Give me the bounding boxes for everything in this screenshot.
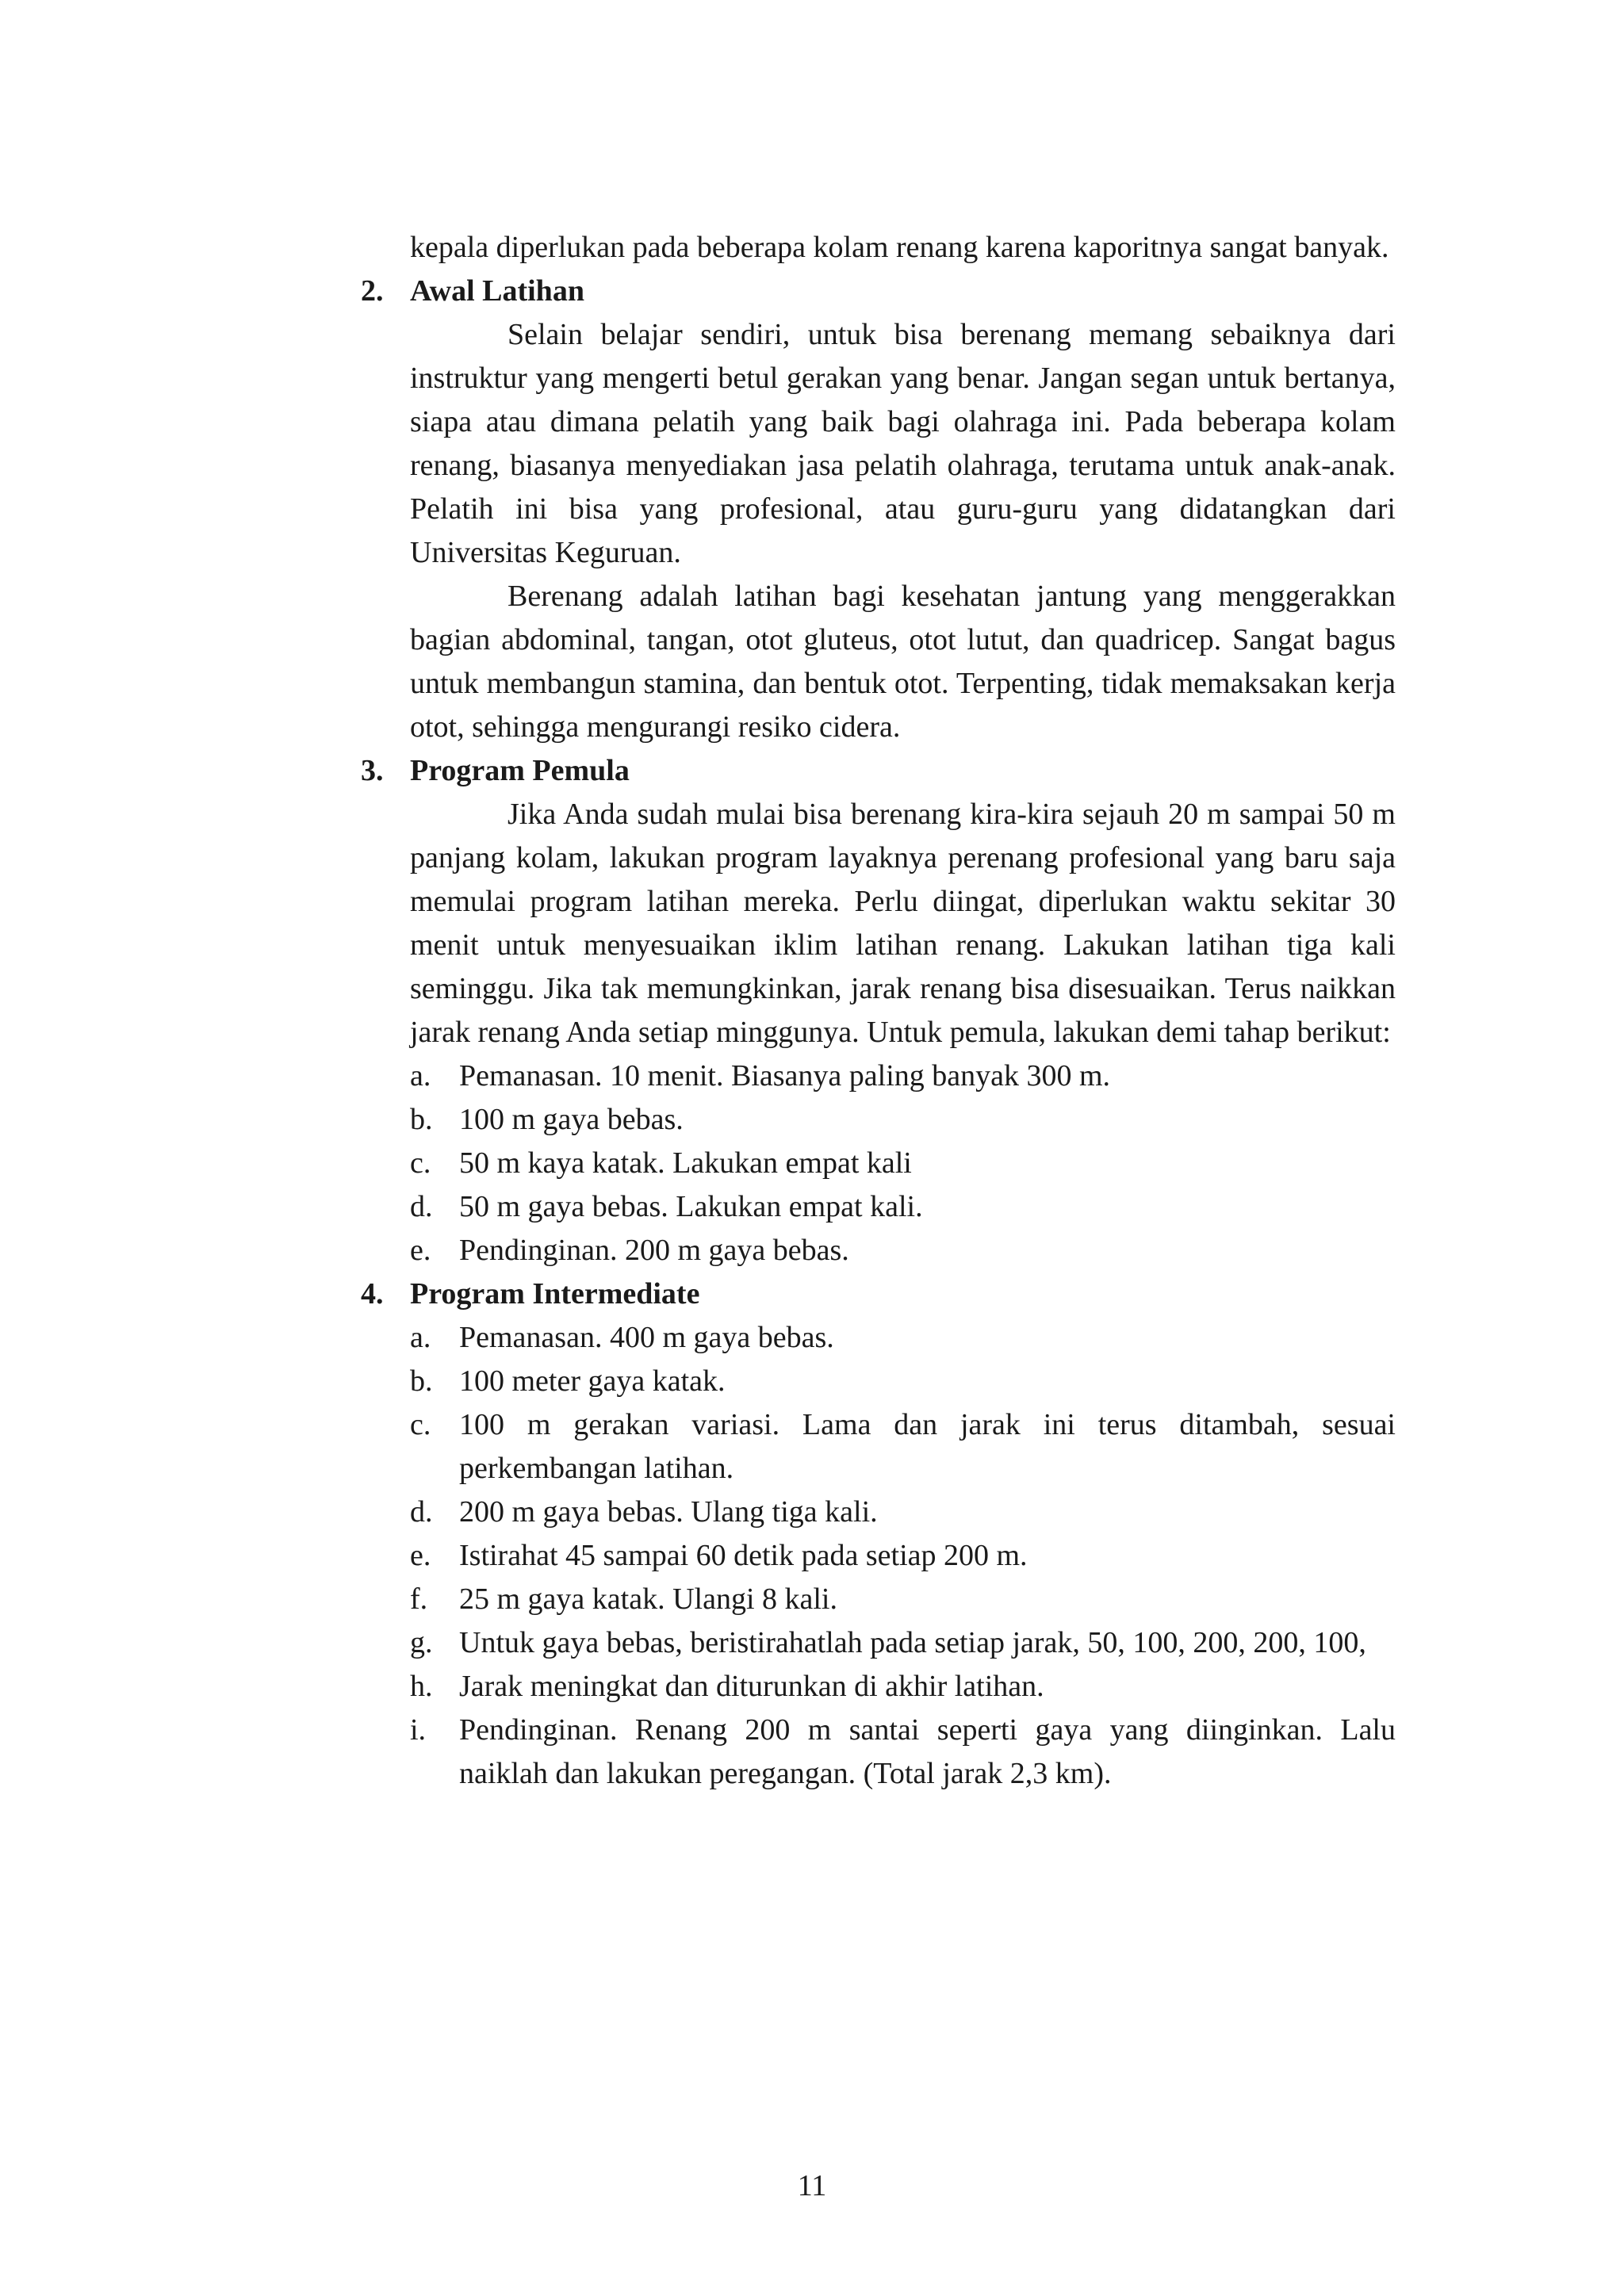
section-title: Program Pemula (410, 754, 630, 787)
list-item-letter: c. (410, 1146, 431, 1180)
list-item-text: Untuk gaya bebas, beristirahatlah pada setiap jarak, 50, 100, 200, 200, 100, (459, 1626, 1366, 1659)
section-title: Awal Latihan (410, 274, 584, 308)
list-item (410, 1709, 1396, 1796)
section-heading (361, 1272, 1396, 1316)
list-item (410, 1185, 1396, 1229)
paragraph: Berenang adalah latihan bagi kesehatan jantung yang menggerakkan bagian abdominal, tangan, otot gluteus, otot lutut, dan quadricep. Sangat bagus untuk membangun stamina, dan bentuk otot. Terpenting, tidak memaksakan kerja otot, sehingga mengurangi resiko cidera. (410, 580, 1396, 744)
list-item-letter: d. (410, 1495, 433, 1529)
page-number: 11 (797, 2169, 827, 2202)
section-awal-latihan (361, 270, 1396, 749)
list-item (410, 1054, 1396, 1098)
list-item-text: 25 m gaya katak. Ulangi 8 kali. (459, 1582, 837, 1616)
section-program-intermediate (361, 1272, 1396, 1796)
list-item-letter: b. (410, 1103, 433, 1136)
list-item-text: Jarak meningkat dan diturunkan di akhir latihan. (459, 1670, 1044, 1703)
list-item-text: Pendinginan. 200 m gaya bebas. (459, 1234, 849, 1267)
section-heading (361, 270, 1396, 313)
item-list (361, 1316, 1396, 1796)
list-item-text: 100 meter gaya katak. (459, 1364, 726, 1398)
list-item (410, 1578, 1396, 1621)
section-number: 2. (361, 274, 384, 308)
paragraph: Jika Anda sudah mulai bisa berenang kira-kira sejauh 20 m sampai 50 m panjang kolam, lakukan program layaknya perenang profesional yang baru saja memulai program latihan mereka. Perlu diingat, diperlukan waktu sekitar 30 menit untuk menyesuaikan iklim latihan renang. Lakukan latihan tiga kali seminggu. Jika tak memungkinkan, jarak renang bisa disesuaikan. Terus naikkan jarak renang Anda setiap minggunya. Untuk pemula, lakukan demi tahap berikut: (410, 798, 1396, 1049)
list-item (410, 1621, 1396, 1665)
section-number: 4. (361, 1277, 384, 1311)
list-item-text: 50 m kaya katak. Lakukan empat kali (459, 1146, 912, 1180)
list-item-text: 100 m gerakan variasi. Lama dan jarak ini terus ditambah, sesuai perkembangan latihan. (459, 1408, 1396, 1485)
list-item-letter: g. (410, 1626, 433, 1659)
list-item-letter: e. (410, 1539, 431, 1572)
page-content (361, 226, 1396, 1796)
list-item-letter: h. (410, 1670, 433, 1703)
list-item-letter: a. (410, 1059, 431, 1093)
section-program-pemula (361, 749, 1396, 1272)
list-item-text: 50 m gaya bebas. Lakukan empat kali. (459, 1190, 923, 1223)
list-item (410, 1142, 1396, 1185)
list-item-text: Pemanasan. 400 m gaya bebas. (459, 1321, 834, 1354)
list-item-letter: f. (410, 1582, 428, 1616)
list-item (410, 1098, 1396, 1142)
section-number: 3. (361, 754, 384, 787)
intro-continuation: kepala diperlukan pada beberapa kolam renang karena kaporitnya sangat banyak. (410, 231, 1389, 264)
list-item (410, 1490, 1396, 1534)
list-item (410, 1665, 1396, 1709)
list-item (410, 1403, 1396, 1490)
list-item (410, 1534, 1396, 1578)
list-item-letter: e. (410, 1234, 431, 1267)
list-item-text: Istirahat 45 sampai 60 detik pada setiap 200 m. (459, 1539, 1028, 1572)
list-item-letter: a. (410, 1321, 431, 1354)
list-item (410, 1229, 1396, 1272)
list-item-letter: i. (410, 1713, 427, 1747)
section-title: Program Intermediate (410, 1277, 700, 1311)
list-item-text: Pendinginan. Renang 200 m santai seperti gaya yang diinginkan. Lalu naiklah dan lakukan peregangan. (Total jarak 2,3 km). (459, 1713, 1396, 1790)
section-heading (361, 749, 1396, 793)
list-item-text: 100 m gaya bebas. (459, 1103, 684, 1136)
list-item-letter: c. (410, 1408, 431, 1441)
list-item-letter: b. (410, 1364, 433, 1398)
list-item-text: Pemanasan. 10 menit. Biasanya paling banyak 300 m. (459, 1059, 1111, 1093)
item-list (361, 1054, 1396, 1272)
list-item (410, 1316, 1396, 1360)
list-item-letter: d. (410, 1190, 433, 1223)
paragraph: Selain belajar sendiri, untuk bisa berenang memang sebaiknya dari instruktur yang mengerti betul gerakan yang benar. Jangan segan untuk bertanya, siapa atau dimana pelatih yang baik bagi olahraga ini. Pada beberapa kolam renang, biasanya menyediakan jasa pelatih olahraga, terutama untuk anak-anak. Pelatih ini bisa yang profesional, atau guru-guru yang didatangkan dari Universitas Keguruan. (410, 318, 1396, 569)
list-item (410, 1360, 1396, 1403)
list-item-text: 200 m gaya bebas. Ulang tiga kali. (459, 1495, 878, 1529)
